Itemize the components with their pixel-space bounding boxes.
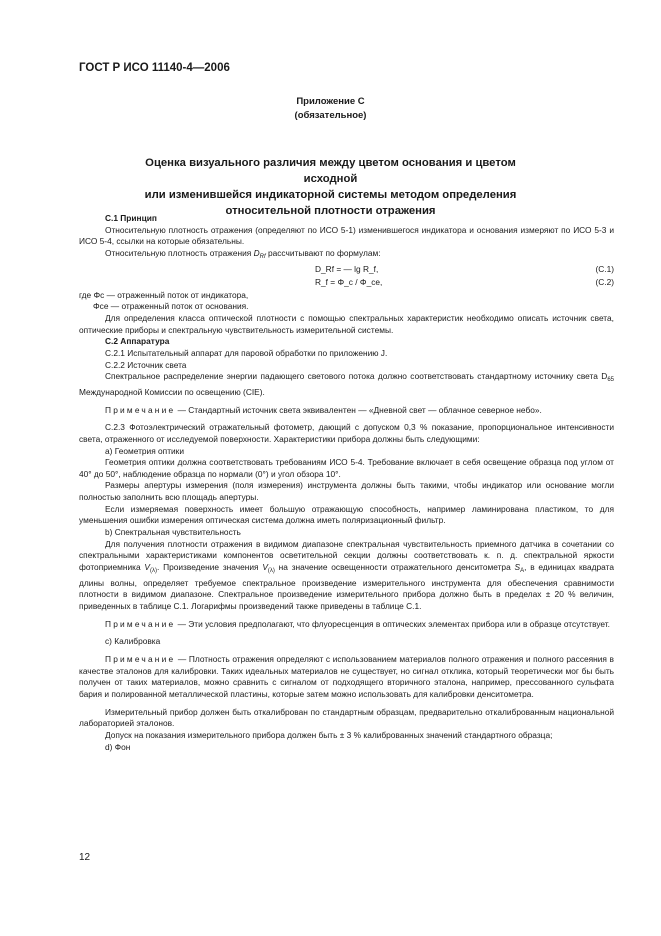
paragraph: Спектральное распределение энергии падающего светового потока должно соответствовать стандартному источнику света $D_{65}$ Международной Комиссии по освещению (CIE). [79, 371, 614, 397]
annex-heading [0, 95, 661, 123]
note: Примечание — Стандартный источник света эквивалентен — «Дневной свет — облачное северное небо». [105, 404, 542, 415]
formula-expression: D_Rf = — lg R_f, [315, 263, 379, 274]
section-heading-c1: С.1 Принцип [105, 213, 157, 223]
paragraph: Измерительный прибор должен быть откалиброван по стандартным образцам, предварительно откалиброванным национальной лабораторией эталонов. [79, 706, 614, 729]
annex-status: (обязательное) [294, 110, 367, 121]
note-label: Примечание [105, 404, 176, 415]
paragraph: Для определения класса оптической плотности с помощью спектральных характеристик необходимо описать источник света, оптические приборы и спектральную чувствительность измерительной системы. [79, 312, 614, 335]
note: Примечание — Плотность отражения определяют с использованием материалов полного отражения и полного рассеяния в качестве эталонов для калибровки. Таких идеальных материалов не существует, но сигнал отклика, который теоретически мог бы быть получен от таких материалов, можно сравнить с сигналом от подходящего вторичного эталона, например, прессованного сульфата бария и полированной металлической пластины, которые затем можно использовать для калибровки денситометра. [79, 654, 614, 699]
section-heading-c2: С.2 Аппаратура [105, 336, 170, 347]
paragraph: Допуск на показания измерительного прибора должен быть ± 3 % калиброванных значений стандартного образца; [105, 729, 553, 740]
paragraph: Для получения плотности отражения в видимом диапазоне спектральная чувствительность приемного датчика в сочетании со спектральными характеристиками компонентов осветительной секции должны соответствовать к. п. д. спектральной яркости фотоприемника $V_{(\lambda)}$. Произведение значения $V_{(\lambda)}$ на значение освещенности отражательного денситометра $S_A$, в единицах квадрата длины волны, определяет требуемое спектральное произведение измерительного инструмента для обеспечения сравнимости плотности в видимом диапазоне. Спектральное произведение измерительного прибора должно быть в пределах ± 20 % величин, приведенных в таблице С.1. Логарифмы произведений также приведены в таблице С.1. [79, 538, 614, 612]
annex-title [120, 155, 541, 219]
note-label: Примечание [105, 618, 176, 629]
title-line-1: Оценка визуального различия между цветом основания и цветом исходной [145, 157, 516, 185]
annex-label: Приложение С [296, 96, 365, 107]
formula-c2 [79, 277, 614, 290]
list-item-label: с) Калибровка [105, 636, 161, 647]
paragraph: С.2.2 Источник света [105, 359, 187, 370]
list-item-label: b) Спектральная чувствительность [105, 527, 241, 538]
paragraph: Относительную плотность отражения (определяют по ИСО 5-1) изменившегося индикатора и основания измеряют по ИСО 5-3 и ИСО 5-4, ссылки на которые обязательны. [79, 224, 614, 247]
title-line-3: относительной плотности отражения [225, 205, 436, 217]
formula-c1 [79, 264, 614, 277]
definition: Φсе — отраженный поток от основания. [93, 301, 249, 312]
title-line-2: или изменившейся индикаторной системы методом определения [144, 189, 517, 201]
list-item-label: d) Фон [105, 741, 131, 752]
formula-expression: R_f = Φ_c / Φ_ce, [315, 276, 383, 287]
page-number: 12 [79, 852, 91, 863]
note-label: Примечание [105, 654, 176, 664]
document-id: ГОСТ Р ИСО 11140-4—2006 [79, 62, 230, 74]
paragraph: Размеры апертуры измерения (поля измерения) инструмента должны быть такими, чтобы индикатор или основание могли полностью заполнить всю площадь апертуры. [79, 480, 614, 503]
paragraph: Геометрия оптики должна соответствовать требованиям ИСО 5-4. Требование включает в себя освещение образца под углом от 40° до 50°, наблюдение образца по нормали (0°) и угол обзора 10°. [79, 457, 614, 479]
paragraph: Относительную плотность отражения $D_{Rf}$ рассчитывают по формулам: [105, 247, 381, 260]
definition: где Φс — отраженный поток от индикатора, [79, 289, 249, 300]
paragraph: Если измеряемая поверхность имеет большую отражающую способность, например ламинирована пластиком, то для уменьшения ошибки измерения оптическая система должна иметь поляризационный фильтр. [79, 503, 614, 526]
list-item-label: а) Геометрия оптики [105, 445, 184, 456]
note: Примечание — Эти условия предполагают, что флуоресценция в оптических элементах прибора или в образце отсутствует. [105, 618, 610, 629]
paragraph: С.2.3 Фотоэлектрический отражательный фотометр, дающий с допуском 0,3 % показание, пропорциональное интенсивности света, отраженного от исследуемой поверхности. Характеристики прибора должны быть следующими: [79, 422, 614, 444]
formula-number: (С.2) [595, 276, 614, 287]
paragraph: С.2.1 Испытательный аппарат для паровой обработки по приложению J. [105, 347, 388, 358]
document-body [79, 213, 614, 753]
formula-number: (С.1) [595, 263, 614, 274]
